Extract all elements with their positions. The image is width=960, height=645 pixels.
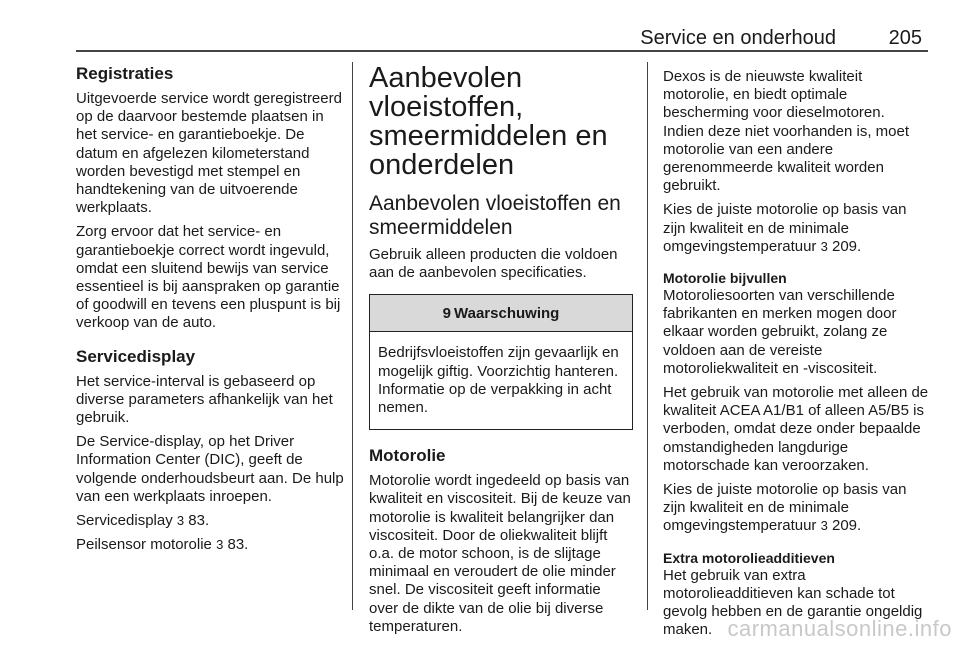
- registraties-heading: Registraties: [76, 64, 174, 83]
- column-divider-1: [352, 62, 353, 610]
- sub-heading: [369, 192, 633, 240]
- bijvullen-heading: Motorolie bijvullen: [663, 270, 787, 287]
- additieven-paragraph: Het gebruik van extra motorolieadditieven kan schade tot gevolg hebben en de garantie ongeldig maken.: [663, 566, 923, 639]
- servicedisplay-reference[interactable]: [76, 512, 344, 530]
- main-heading-line-3: smeermiddelen en: [369, 120, 608, 152]
- warning-text: Bedrijfsvloeistoffen zijn gevaarlijk en mogelijk giftig. Voorzichtig hanteren. Informatie op de verpakking in acht nemen.: [378, 344, 619, 417]
- kies-reference-1[interactable]: [663, 201, 929, 256]
- warning-title: Waarschuwing: [454, 305, 560, 323]
- registraties-paragraph-2: Zorg ervoor dat het service- en garantieboekje correct wordt ingevuld, omdat een sluitend bewijs van service essentieel is bij aanspraken op garantie of goodwill en tevens een pluspunt is bij verkoop van de auto.: [76, 223, 341, 332]
- kies-2-page: 209.: [832, 517, 862, 535]
- registraties-paragraph-1: Uitgevoerde service wordt geregistreerd op de daarvoor bestemde plaatsen in het service- en garantieboekje. De datum en afgelezen kilometerstand worden bevestigd met stempel en handtekening van de uitvoerende werkplaats.: [76, 90, 342, 217]
- column-2: [369, 64, 633, 642]
- page-number: 205: [888, 27, 922, 49]
- peilsensor-ref-page: 83.: [227, 536, 249, 554]
- warning-box: [369, 294, 633, 430]
- main-heading-line-4: onderdelen: [369, 149, 515, 181]
- motorolie-heading: Motorolie: [369, 446, 446, 466]
- peilsensor-reference[interactable]: [76, 536, 344, 554]
- servicedisplay-ref-page: 83.: [188, 512, 210, 530]
- main-heading-line-2: vloeistoffen,: [369, 91, 524, 123]
- peilsensor-ref-text: Peilsensor motorolie: [76, 536, 212, 554]
- watermark: carmanualsonline.info: [727, 616, 952, 641]
- servicedisplay-paragraph-2: De Service-display, op het Driver Information Center (DIC), geeft de volgende onderhoudsbeurt aan. De hulp van een werkplaats inroepen.: [76, 433, 344, 505]
- servicedisplay-heading: Servicedisplay: [76, 346, 196, 366]
- kies-2-text: Kies de juiste motorolie op basis van zijn kwaliteit en de minimale omgevingstemperatuur: [663, 481, 907, 535]
- dexos-paragraph: Dexos is de nieuwste kwaliteit motorolie, en biedt optimale bescherming voor dieselmotoren. Indien deze niet voorhanden is, moet motorolie van een andere gerenommeerde kwaliteit worden gebruikt.: [663, 68, 909, 195]
- column-3: [663, 68, 929, 645]
- main-heading: [369, 64, 633, 180]
- page-reference-arrow-icon: 3: [820, 518, 828, 534]
- bijvullen-paragraph-1: Motoroliesoorten van verschillende fabrikanten en merken mogen door elkaar worden gebruikt, zolang ze voldoen aan de vereiste motoroliekwaliteit en -viscositeit.: [663, 287, 897, 377]
- motorolie-paragraph: Motorolie wordt ingedeeld op basis van kwaliteit en viscositeit. Bij de keuze van motorolie is kwaliteit belangrijker dan viscositeit. Door de oliekwaliteit blijft o.a. de motor schoon, is de slijtage minimaal en veroudert de olie minder snel. De viscositeit geeft informatie over de dikte van de olie bij diverse temperaturen.: [369, 472, 631, 635]
- servicedisplay-ref-text: Servicedisplay: [76, 512, 173, 530]
- sub-heading-line-1: Aanbevolen vloeistoffen en: [369, 192, 621, 215]
- page-header: [76, 27, 928, 49]
- warning-header: [370, 295, 632, 332]
- servicedisplay-paragraph-1: Het service-interval is gebaseerd op diverse parameters afhankelijk van het gebruik.: [76, 372, 333, 427]
- additieven-heading: Extra motorolieadditieven: [663, 549, 835, 566]
- kies-reference-2[interactable]: [663, 481, 929, 536]
- header-rule: [76, 50, 928, 52]
- page-reference-arrow-icon: 3: [216, 537, 224, 553]
- page-reference-arrow-icon: 3: [176, 513, 185, 529]
- column-1: [76, 64, 344, 560]
- bijvullen-paragraph-2: Het gebruik van motorolie met alleen de kwaliteit ACEA A1/B1 of alleen A5/B5 is verboden, omdat deze onder bepaalde omstandigheden langdurige motorschade kan veroorzaken.: [663, 384, 929, 474]
- main-heading-line-1: Aanbevolen: [369, 62, 523, 94]
- kies-1-page: 209.: [832, 237, 862, 255]
- column-divider-2: [647, 62, 648, 610]
- intro-paragraph: Gebruik alleen producten die voldoen aan de aanbevolen specificaties.: [369, 246, 618, 282]
- page-reference-arrow-icon: 3: [820, 238, 828, 254]
- header-title: Service en onderhoud: [640, 27, 836, 49]
- sub-heading-line-2: smeermiddelen: [369, 216, 513, 239]
- warning-icon: 9: [442, 305, 452, 323]
- kies-1-text: Kies de juiste motorolie op basis van zijn kwaliteit en de minimale omgevingstemperatuur: [663, 201, 907, 255]
